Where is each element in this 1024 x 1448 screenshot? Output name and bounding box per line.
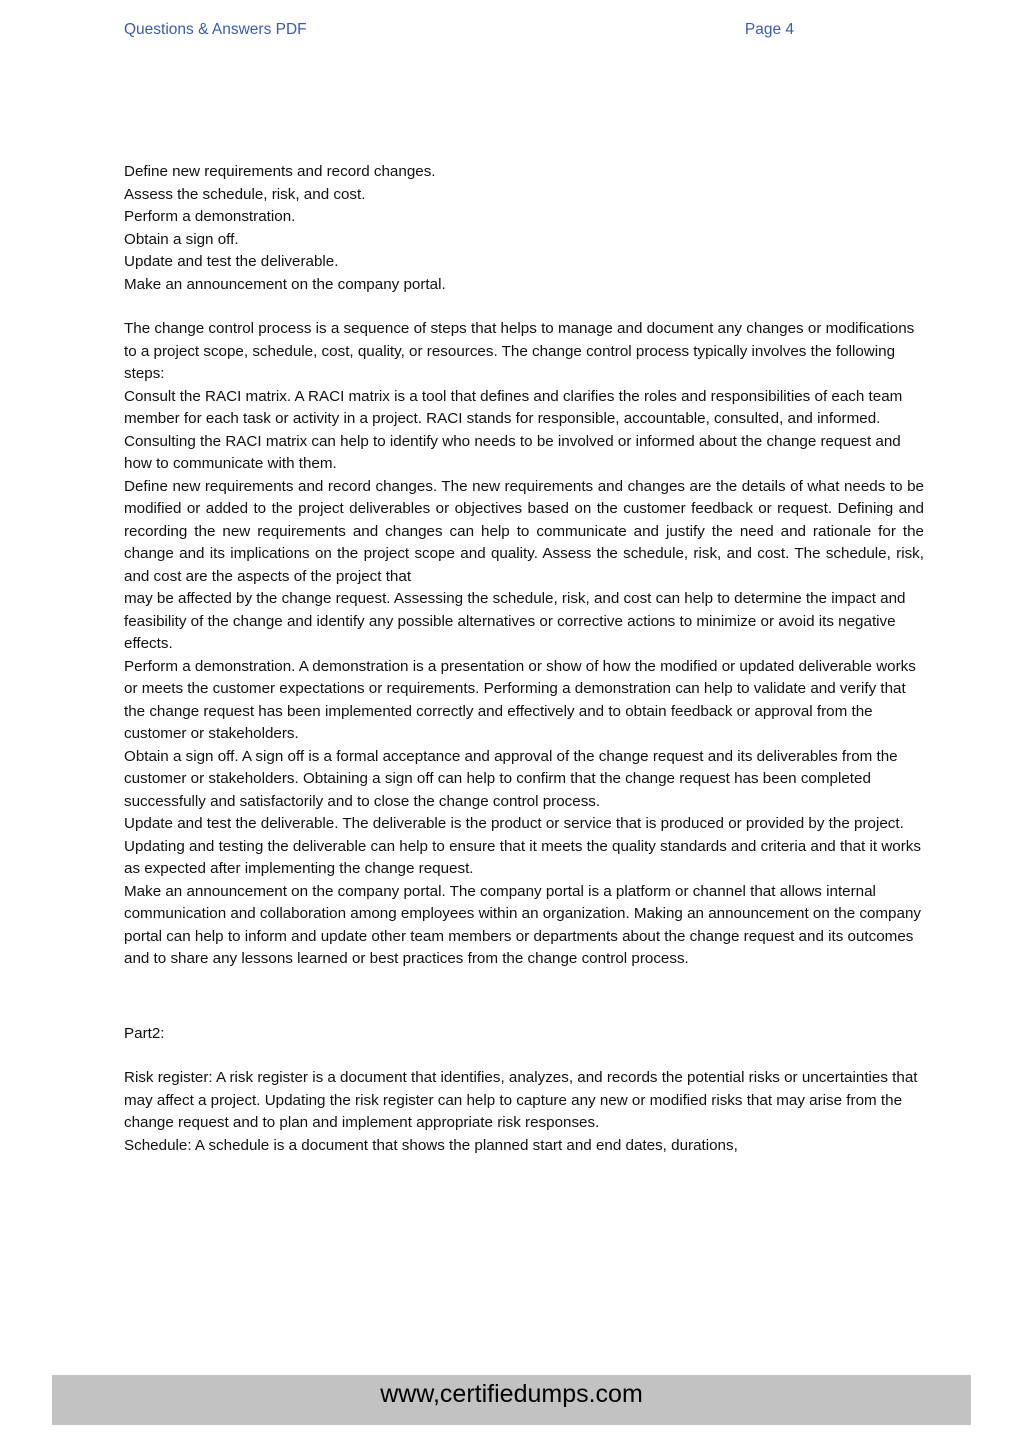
explanation: [124, 318, 924, 971]
document-title: Questions & Answers PDF: [124, 21, 307, 38]
explanation-signoff: Obtain a sign off. A sign off is a formal acceptance and approval of the change request and its deliverables from the customer or stakeholders. Obtaining a sign off can help to confirm that the change request has been completed successfully and satisfactorily and to close the change control process.: [124, 747, 898, 810]
page-header: [124, 21, 794, 43]
steps-list: [124, 161, 924, 296]
part2-schedule: Schedule: A schedule is a document that shows the planned start and end dates, durations,: [124, 1136, 738, 1154]
page-footer: [52, 1375, 971, 1425]
document-body: [124, 161, 924, 1157]
explanation-intro: The change control process is a sequence of steps that helps to manage and document any changes or modifications to a project scope, schedule, cost, quality, or resources. The change control process typically involves the following steps:: [124, 320, 915, 382]
explanation-assess: may be affected by the change request. Assessing the schedule, risk, and cost can help to determine the impact and feasibility of the change and identify any possible alternatives or corrective actions to minimize or avoid its negative effects.: [124, 590, 906, 652]
page-number: Page 4: [744, 21, 794, 38]
step-item: Update and test the deliverable.: [124, 253, 339, 270]
explanation-demo: Perform a demonstration. A demonstration is a presentation or show of how the modified or updated deliverable works or meets the customer expectations or requirements. Performing a demonstration can help to validate and verify that the change request has been implemented correctly and effectively and to obtain feedback or approval from the customer or stakeholders.: [124, 657, 916, 742]
part2-heading: Part2:: [124, 1024, 165, 1042]
step-item: Perform a demonstration.: [124, 208, 296, 225]
step-item: Make an announcement on the company portal.: [124, 275, 446, 293]
step-item: Define new requirements and record changes.: [124, 163, 436, 180]
step-item: Assess the schedule, risk, and cost.: [124, 185, 366, 203]
footer-website: www,certifiedumps.com: [380, 1380, 643, 1408]
explanation-define: Define new requirements and record changes. The new requirements and changes are the details of what needs to be modified or added to the project deliverables or objectives based on the customer feedback or request. Defining and recording the new requirements and changes can help to communicate and justify the need and rationale for the change and its implications on the project scope and quality. Assess the schedule, risk, and cost. The schedule, risk, and cost are the aspects of the project that: [124, 477, 924, 585]
explanation-update: Update and test the deliverable. The deliverable is the product or service that is produced or provided by the project. Updating and testing the deliverable can help to ensure that it meets the quality standards and criteria and that it works as expected after implementing the change request.: [124, 815, 921, 877]
step-item: Obtain a sign off.: [124, 230, 239, 248]
explanation-raci: Consult the RACI matrix. A RACI matrix is a tool that defines and clarifies the roles and responsibilities of each team member for each task or activity in a project. RACI stands for responsible, accountable, consulted, and informed. Consulting the RACI matrix can help to identify who needs to be involved or informed about the change request and how to communicate with them.: [124, 387, 903, 472]
explanation-announce: Make an announcement on the company portal. The company portal is a platform or channel that allows internal communication and collaboration among employees within an organization. Making an announcement on the company portal can help to inform and update other team members or departments about the change request and its outcomes and to share any lessons learned or best practices from the change control process.: [124, 882, 921, 967]
part2-risk-register: Risk register: A risk register is a document that identifies, analyzes, and records the potential risks or uncertainties that may affect a project. Updating the risk register can help to capture any new or modified risks that may arise from the change request and to plan and implement appropriate risk responses.: [124, 1069, 918, 1131]
